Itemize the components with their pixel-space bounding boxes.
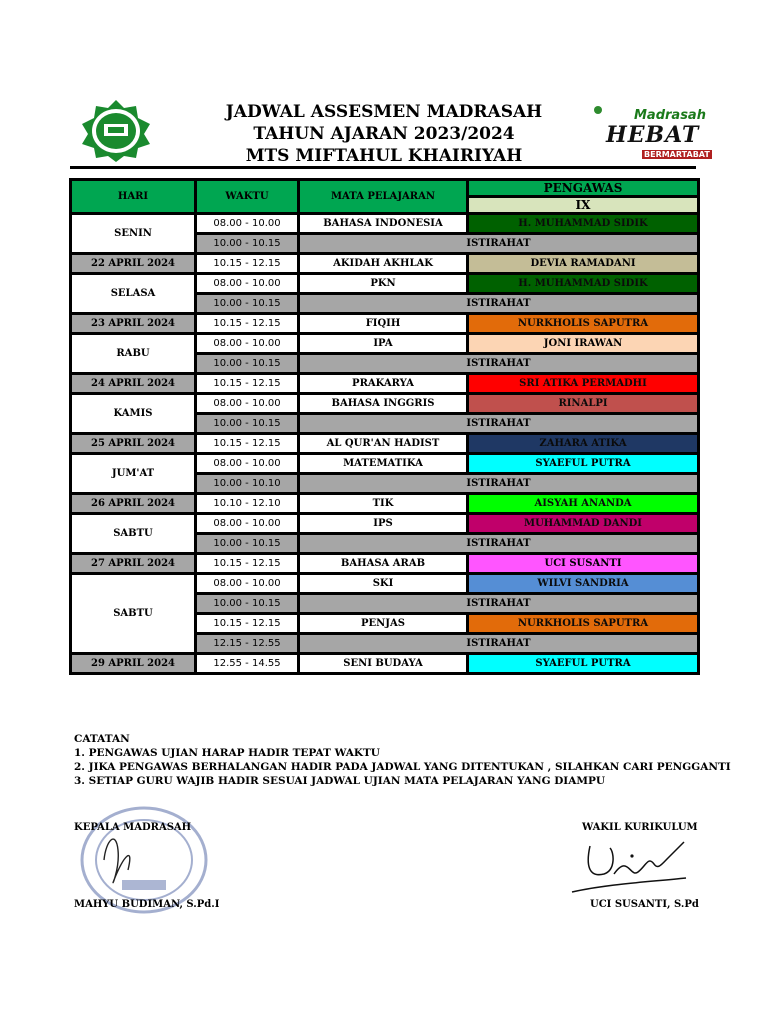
day-name: RABU bbox=[72, 335, 194, 372]
notes-section bbox=[74, 732, 731, 788]
time-slot: 10.15 - 12.15 bbox=[197, 255, 297, 272]
proctor-name: DEVIA RAMADANI bbox=[469, 255, 697, 272]
exam-date: 22 APRIL 2024 bbox=[72, 255, 194, 272]
title-line-2: TAHUN AJARAN 2023/2024 bbox=[253, 124, 515, 144]
break-label: ISTIRAHAT bbox=[300, 235, 697, 252]
proctor-name: SRI ATIKA PERMADHI bbox=[469, 375, 697, 392]
note-item: 3. SETIAP GURU WAJIB HADIR SESUAI JADWAL UJIAN MATA PELAJARAN YANG DIAMPU bbox=[74, 775, 606, 787]
subject-name: BAHASA ARAB bbox=[300, 555, 466, 572]
day-name: JUM'AT bbox=[72, 455, 194, 492]
schedule-row bbox=[72, 515, 697, 532]
subject-name: BAHASA INDONESIA bbox=[300, 215, 466, 232]
break-label: ISTIRAHAT bbox=[300, 635, 697, 652]
schedule-row bbox=[72, 335, 697, 352]
subject-name: AKIDAH AKHLAK bbox=[300, 255, 466, 272]
time-slot: 12.15 - 12.55 bbox=[197, 635, 297, 652]
schedule-row bbox=[72, 395, 697, 412]
subject-name: IPA bbox=[300, 335, 466, 352]
proctor-name: H. MUHAMMAD SIDIK bbox=[469, 215, 697, 232]
time-slot: 08.00 - 10.00 bbox=[197, 395, 297, 412]
time-slot: 10.15 - 12.15 bbox=[197, 435, 297, 452]
time-slot: 10.15 - 12.15 bbox=[197, 375, 297, 392]
schedule-row bbox=[72, 215, 697, 232]
proctor-name: MUHAMMAD DANDI bbox=[469, 515, 697, 532]
logo-text-bermartabat: BERMARTABAT bbox=[644, 150, 710, 159]
day-name: SABTU bbox=[72, 575, 194, 652]
header-kelas-ix: IX bbox=[469, 198, 697, 212]
schedule-row bbox=[72, 275, 697, 292]
right-signatory-name: UCI SUSANTI, S.Pd bbox=[590, 899, 699, 910]
day-name: SELASA bbox=[72, 275, 194, 312]
left-signatory-name: MAHYU BUDIMAN, S.Pd.I bbox=[74, 899, 220, 910]
proctor-name: NURKHOLIS SAPUTRA bbox=[469, 615, 697, 632]
time-slot: 08.00 - 10.00 bbox=[197, 215, 297, 232]
schedule-row bbox=[72, 435, 697, 452]
break-label: ISTIRAHAT bbox=[300, 475, 697, 492]
exam-date: 23 APRIL 2024 bbox=[72, 315, 194, 332]
subject-name: TIK bbox=[300, 495, 466, 512]
time-slot: 10.00 - 10.15 bbox=[197, 235, 297, 252]
break-label: ISTIRAHAT bbox=[300, 415, 697, 432]
title-line-3: MTS MIFTAHUL KHAIRIYAH bbox=[245, 146, 523, 166]
header-rule bbox=[70, 166, 696, 169]
schedule-row bbox=[72, 655, 697, 672]
time-slot: 10.00 - 10.15 bbox=[197, 595, 297, 612]
schedule-table bbox=[69, 178, 700, 675]
proctor-name: UCI SUSANTI bbox=[469, 555, 697, 572]
schedule-row bbox=[72, 575, 697, 592]
day-name: SABTU bbox=[72, 515, 194, 552]
time-slot: 10.10 - 12.10 bbox=[197, 495, 297, 512]
exam-date: 24 APRIL 2024 bbox=[72, 375, 194, 392]
subject-name: AL QUR'AN HADIST bbox=[300, 435, 466, 452]
time-slot: 08.00 - 10.00 bbox=[197, 335, 297, 352]
break-label: ISTIRAHAT bbox=[300, 595, 697, 612]
time-slot: 10.00 - 10.15 bbox=[197, 295, 297, 312]
schedule-row bbox=[72, 455, 697, 472]
time-slot: 12.55 - 14.55 bbox=[197, 655, 297, 672]
time-slot: 10.00 - 10.15 bbox=[197, 535, 297, 552]
header-mata-pelajaran: MATA PELAJARAN bbox=[300, 181, 466, 212]
time-slot: 08.00 - 10.00 bbox=[197, 575, 297, 592]
time-slot: 10.15 - 12.15 bbox=[197, 555, 297, 572]
proctor-name: SYAEFUL PUTRA bbox=[469, 455, 697, 472]
time-slot: 08.00 - 10.00 bbox=[197, 515, 297, 532]
title-line-1: JADWAL ASSESMEN MADRASAH bbox=[225, 102, 543, 122]
proctor-name: H. MUHAMMAD SIDIK bbox=[469, 275, 697, 292]
break-label: ISTIRAHAT bbox=[300, 535, 697, 552]
subject-name: PKN bbox=[300, 275, 466, 292]
time-slot: 10.00 - 10.10 bbox=[197, 475, 297, 492]
day-name: SENIN bbox=[72, 215, 194, 252]
subject-name: PRAKARYA bbox=[300, 375, 466, 392]
schedule-row bbox=[72, 255, 697, 272]
schedule-row bbox=[72, 495, 697, 512]
break-label: ISTIRAHAT bbox=[300, 295, 697, 312]
proctor-name: NURKHOLIS SAPUTRA bbox=[469, 315, 697, 332]
proctor-name: AISYAH ANANDA bbox=[469, 495, 697, 512]
day-name: KAMIS bbox=[72, 395, 194, 432]
time-slot: 10.00 - 10.15 bbox=[197, 415, 297, 432]
time-slot: 10.00 - 10.15 bbox=[197, 355, 297, 372]
time-slot: 10.15 - 12.15 bbox=[197, 615, 297, 632]
header-waktu: WAKTU bbox=[197, 181, 297, 212]
time-slot: 08.00 - 10.00 bbox=[197, 455, 297, 472]
schedule-row bbox=[72, 375, 697, 392]
time-slot: 08.00 - 10.00 bbox=[197, 275, 297, 292]
break-label: ISTIRAHAT bbox=[300, 355, 697, 372]
subject-name: PENJAS bbox=[300, 615, 466, 632]
exam-date: 26 APRIL 2024 bbox=[72, 495, 194, 512]
proctor-name: RINALPI bbox=[469, 395, 697, 412]
exam-date: 25 APRIL 2024 bbox=[72, 435, 194, 452]
subject-name: FIQIH bbox=[300, 315, 466, 332]
exam-date: 27 APRIL 2024 bbox=[72, 555, 194, 572]
header-pengawas: PENGAWAS bbox=[469, 181, 697, 195]
subject-name: IPS bbox=[300, 515, 466, 532]
time-slot: 10.15 - 12.15 bbox=[197, 315, 297, 332]
left-signatory-role: KEPALA MADRASAH bbox=[74, 822, 192, 833]
subject-name: BAHASA INGGRIS bbox=[300, 395, 466, 412]
proctor-name: SYAEFUL PUTRA bbox=[469, 655, 697, 672]
subject-name: SKI bbox=[300, 575, 466, 592]
subject-name: SENI BUDAYA bbox=[300, 655, 466, 672]
header-hari: HARI bbox=[72, 181, 194, 212]
proctor-name: JONI IRAWAN bbox=[469, 335, 697, 352]
subject-name: MATEMATIKA bbox=[300, 455, 466, 472]
proctor-name: ZAHARA ATIKA bbox=[469, 435, 697, 452]
right-signatory-role: WAKIL KURIKULUM bbox=[582, 822, 698, 833]
notes-title: CATATAN bbox=[74, 733, 130, 745]
proctor-name: WILVI SANDRIA bbox=[469, 575, 697, 592]
schedule-row bbox=[72, 315, 697, 332]
schedule-row bbox=[72, 555, 697, 572]
logo-text-hebat: HEBAT bbox=[606, 122, 700, 148]
note-item: 2. JIKA PENGAWAS BERHALANGAN HADIR PADA JADWAL YANG DITENTUKAN , SILAHKAN CARI PENGGANTI bbox=[74, 761, 731, 773]
exam-date: 29 APRIL 2024 bbox=[72, 655, 194, 672]
signature-scribble bbox=[568, 834, 696, 898]
note-item: 1. PENGAWAS UJIAN HARAP HADIR TEPAT WAKTU bbox=[74, 747, 380, 759]
logo-text-madrasah: Madrasah bbox=[634, 108, 706, 123]
